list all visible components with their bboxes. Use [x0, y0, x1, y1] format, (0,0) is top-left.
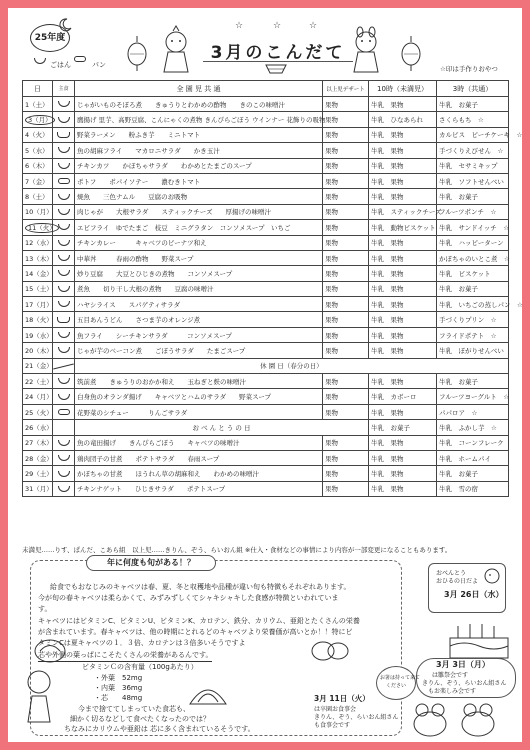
main-dish: 白身魚のオランダ揚げ キャベツとハムのサラダ 野菜スープ — [75, 389, 323, 404]
row-date-label: 25（火） — [25, 408, 53, 417]
dessert: 果物 — [323, 312, 369, 327]
table-header-row — [23, 81, 509, 97]
snack-10: 牛乳 果物 — [369, 143, 437, 158]
main-dish: チキンカレー キャベツのピーナツ和え — [75, 235, 323, 250]
row-date-label: 15（土） — [25, 285, 53, 294]
table-row — [23, 266, 509, 281]
staple-cell — [53, 374, 75, 389]
row-date — [23, 404, 53, 419]
table-row — [23, 404, 509, 419]
year-badge: 25年度 — [30, 24, 70, 52]
row-date — [23, 112, 53, 127]
snack-3: フライドポテト ☆ — [437, 327, 509, 342]
snack-10: 牛乳 果物 — [369, 327, 437, 342]
lantern-left-icon — [126, 36, 148, 72]
rice-bowl-icon — [58, 301, 70, 307]
snack-10: 牛乳 お菓子 — [369, 420, 437, 435]
girl-icon — [22, 668, 56, 724]
rice-bowl-icon — [58, 163, 70, 169]
row-date-label: 14（金） — [25, 269, 53, 278]
staple-cell — [53, 435, 75, 450]
row-date — [23, 435, 53, 450]
main-dish: 炒り豆腐 大豆とひじきの煮物 コンソメスープ — [75, 266, 323, 281]
rice-bowl-icon — [34, 58, 46, 64]
table-row — [23, 374, 509, 389]
table-row — [23, 281, 509, 296]
snack-10: 牛乳 スティックチーズ — [369, 204, 437, 219]
dessert: 果物 — [323, 189, 369, 204]
lantern-right-icon — [400, 36, 422, 72]
dessert: 果物 — [323, 173, 369, 188]
row-date-label: 27（木） — [25, 439, 53, 448]
cabbage-cut-icon — [188, 676, 228, 706]
column-text: ビタミンＣの含有量（100gあたり） — [82, 663, 198, 671]
bento-day-note1: おべんとう — [436, 570, 467, 577]
staple-cell — [53, 450, 75, 465]
stars-icon — [233, 16, 323, 32]
column-text: 細かく切るなどして食べたくなったのでは？ — [70, 715, 210, 723]
snack-3: 牛乳 お菓子 — [437, 374, 509, 389]
bento-day-note2: おひるの日だよ — [436, 578, 479, 585]
column-text: す。 — [38, 605, 52, 613]
rice-bowl-icon — [58, 224, 70, 230]
column-text: 今が旬の春キャベツは柔らかくて、みずみずしくてシャキシャキした食感が特徴といわれていま — [38, 594, 339, 602]
table-row — [23, 250, 509, 265]
row-date-label: 10（月） — [25, 208, 53, 217]
table-row — [23, 173, 509, 188]
row-date — [23, 343, 53, 358]
staple-cell — [53, 389, 75, 404]
snack-3: 牛乳 お菓子 — [437, 97, 509, 112]
snack-3: 牛乳 ハッピーターン — [437, 235, 509, 250]
bread-bowl-icon — [58, 178, 70, 184]
staple-cell — [53, 143, 75, 158]
noodle-bowl-icon — [57, 132, 70, 138]
dessert: 果物 — [323, 143, 369, 158]
row-date — [23, 389, 53, 404]
bread-icon — [74, 56, 86, 62]
table-row — [23, 343, 509, 358]
rice-bowl-icon — [58, 117, 70, 123]
main-dish: 五目あんうどん さつま芋のオレンジ煮 — [75, 312, 323, 327]
row-date-label: 29（土） — [25, 470, 53, 479]
rice-bowl-icon — [58, 194, 70, 200]
table-row — [23, 312, 509, 327]
snack-3: 牛乳 お菓子 — [437, 466, 509, 481]
main-dish: 魚の竜田揚げ きんぴらごぼう キャベツの味噌汁 — [75, 435, 323, 450]
rice-bowl-icon — [58, 147, 70, 153]
rice-bowl-icon — [58, 255, 70, 261]
row-date-label: 21（金） — [25, 362, 53, 371]
row-date-label: 3（月） — [25, 115, 55, 125]
row-date — [23, 358, 53, 373]
column-text: タミンCは夏キャベツの１．３倍、カロテンは３倍多いそうですよ — [38, 639, 246, 647]
snack-3: 牛乳 サンドイッチ ☆ — [437, 220, 509, 235]
column-title: 年に何度も旬がある！？ — [86, 555, 216, 571]
staple-cell — [53, 127, 75, 142]
send-off-date: 3月 11日（火） — [314, 694, 370, 703]
row-date — [23, 143, 53, 158]
send-off-line1: は卒園お食事会 — [314, 706, 357, 713]
dessert: 果物 — [323, 204, 369, 219]
rice-bowl-icon — [58, 378, 70, 384]
main-dish: 中華丼 春雨の酢物 野菜スープ — [75, 250, 323, 265]
bento-day-date: 3月 26日（水） — [444, 590, 504, 599]
snack-3: 牛乳 ぼがりせんべい — [437, 343, 509, 358]
svg-text:☆: ☆ — [235, 21, 244, 31]
hina-doll-male-icon — [158, 28, 194, 74]
send-off-line2: きりん、ぞう、らいおん組さん — [314, 714, 399, 721]
dessert: 果物 — [323, 235, 369, 250]
staple-cell — [53, 420, 75, 435]
row-date-label: 6（木） — [25, 162, 49, 171]
snack-3: フルーツヨーグルト ☆ — [437, 389, 509, 404]
main-dish: エビフライ ゆでたまご 枝豆 ミニグラタン コンソメスープ いちご — [75, 220, 323, 235]
column-text: ちなみにカリウムや亜鉛は 芯に多く含まれているそうです。 — [64, 725, 255, 733]
staple-cell — [53, 112, 75, 127]
col-staple: 主食 — [53, 81, 75, 97]
main-dish: 魚の胡麻フライ マカロニサラダ かき玉汁 — [75, 143, 323, 158]
snack-3: 牛乳 ソフトせんべい — [437, 173, 509, 188]
row-date — [23, 235, 53, 250]
snack-3: 牛乳 セサミキップ — [437, 158, 509, 173]
row-date — [23, 450, 53, 465]
column-text: が含まれています。春キャベツは、他の時期にとれるどのキャベツより栄養価が高いとか！！特にビ — [38, 628, 353, 636]
table-row — [23, 420, 509, 435]
main-dish: チキンナゲット ひじきサラダ ポテトスープ — [75, 481, 323, 496]
main-dish: じゃがいものそぼろ煮 きゅうりとわかめの酢物 きのこの味噌汁 — [75, 97, 323, 112]
row-date — [23, 173, 53, 188]
dessert: 果物 — [323, 220, 369, 235]
row-date-label: 22（土） — [25, 377, 53, 386]
main-dish: 焼魚 三色ナムル 豆腐のお吸物 — [75, 189, 323, 204]
row-date — [23, 281, 53, 296]
snack-3: さくらもち ☆ — [437, 112, 509, 127]
col-dessert: 以上児デザート — [323, 81, 369, 97]
column-text: ・外葉 52mg — [94, 674, 143, 682]
snack-10: 牛乳 果物 — [369, 297, 437, 312]
dessert: 果物 — [323, 450, 369, 465]
rice-label: ごはん — [50, 61, 71, 69]
row-date — [23, 266, 53, 281]
col-snack10: 10時（未満児） — [369, 81, 437, 97]
moon-icon — [58, 18, 72, 32]
main-dish: 花野菜のシチュー りんごサラダ — [75, 404, 323, 419]
snack-10: 牛乳 カボーロ — [369, 389, 437, 404]
main-dish: 肉じゃが 大根サラダ スティックチーズ 厚揚げの味噌汁 — [75, 204, 323, 219]
hina-line1: は雛祭会です — [432, 672, 469, 679]
staple-cell — [53, 281, 75, 296]
rice-bowl-icon — [58, 240, 70, 246]
main-dish: 煮魚 切り干し大根の煮物 豆腐の味噌汁 — [75, 281, 323, 296]
dessert: 果物 — [323, 127, 369, 142]
row-date-label: 8（土） — [25, 193, 49, 202]
snack-3: 牛乳 お菓子 — [437, 281, 509, 296]
snack-10: 牛乳 果物 — [369, 250, 437, 265]
rice-bowl-icon — [58, 471, 70, 477]
table-row — [23, 143, 509, 158]
rice-bowl-icon — [58, 394, 70, 400]
row-date-label: 19（水） — [25, 331, 53, 340]
dessert: 果物 — [323, 481, 369, 496]
dessert: 果物 — [323, 343, 369, 358]
snack-10: 牛乳 果物 — [369, 312, 437, 327]
send-off-line3: も食事会です — [314, 722, 351, 729]
header — [8, 8, 522, 80]
chick-icon — [482, 566, 502, 584]
staple-cell — [53, 97, 75, 112]
row-date-label: 7（金） — [25, 177, 49, 186]
dessert: 果物 — [323, 266, 369, 281]
column-text: 給食でもおなじみのキャベツは春、夏、冬と収穫地や品種が違い旬も特徴もそれぞれあります。 — [50, 583, 351, 591]
rice-bowl-icon — [58, 101, 70, 107]
snack-3: 手づくりプリン ☆ — [437, 312, 509, 327]
table-row — [23, 220, 509, 235]
page-title: 3月のこんだて — [203, 38, 353, 62]
snack-3: かぼちゃのいとこ煮 ☆ — [437, 250, 509, 265]
row-date — [23, 312, 53, 327]
noodle-bowl-icon — [57, 317, 70, 323]
main-dish: じゃが芋のベーコン煮 ごぼうサラダ たまごスープ — [75, 343, 323, 358]
dessert: 果物 — [323, 389, 369, 404]
frog-icon — [410, 700, 450, 738]
column-text: キャベツにはビタミンC、ビタミンU、ビタミンK、カロテン、鉄分、カリウム、亜鉛とたくさんの栄養 — [38, 617, 360, 625]
column-text: 今まで捨ててしまっていた食芯も、 — [78, 705, 190, 713]
table-row — [23, 481, 509, 496]
rice-bowl-icon — [58, 270, 70, 276]
rice-bowl-icon — [58, 486, 70, 492]
snack-10: 牛乳 果物 — [369, 281, 437, 296]
table-row — [23, 158, 509, 173]
holiday-slash — [53, 358, 75, 373]
rice-bowl-icon — [58, 347, 70, 353]
column-text: ・内葉 36mg — [94, 684, 143, 692]
bread-label: パン — [92, 61, 106, 69]
dessert: 果物 — [323, 466, 369, 481]
dessert: 果物 — [323, 97, 369, 112]
staple-cell — [53, 404, 75, 419]
hina-line2: きりん、ぞう、らいおん組さん — [422, 680, 507, 687]
staple-cell — [53, 173, 75, 188]
main-dish: 魚フライ シーチキンサラダ コンソメスープ — [75, 327, 323, 342]
row-date — [23, 420, 53, 435]
snack-10: 牛乳 果物 — [369, 266, 437, 281]
main-dish: 鶏肉団子の甘煮 ポテトサラダ 春雨スープ — [75, 450, 323, 465]
snack-10: 牛乳 果物 — [369, 435, 437, 450]
snack-10: 牛乳 果物 — [369, 481, 437, 496]
row-date-label: 13（木） — [25, 254, 53, 263]
hina-date: 3月 3日（月） — [436, 660, 490, 669]
snack-3: カルピス ピーチケーキ ☆ — [437, 127, 509, 142]
table-row — [23, 189, 509, 204]
staple-cell — [53, 481, 75, 496]
main-dish: ハヤシライス スパゲティサラダ — [75, 297, 323, 312]
col-main: 全 園 児 共 通 — [75, 81, 323, 97]
snack-10: 牛乳 果物 — [369, 158, 437, 173]
main-dish: チキンカツ かぼちゃサラダ わかめとたまごのスープ — [75, 158, 323, 173]
table-row — [23, 450, 509, 465]
chopsticks-note1: お箸は持って来て — [380, 675, 421, 681]
row-date-label: 11（火） — [25, 223, 59, 233]
row-date — [23, 374, 53, 389]
menu-sheet — [8, 8, 522, 742]
row-date — [23, 204, 53, 219]
column-text: 芯や外側の葉っぱにこそたくさんの栄養があるんです。 — [38, 650, 212, 662]
staple-cell — [53, 204, 75, 219]
dessert: 果物 — [323, 158, 369, 173]
row-date — [23, 189, 53, 204]
snack-10: 牛乳 果物 — [369, 97, 437, 112]
main-dish: 鷹揚げ 里芋、高野豆腐、こんにゃくの煮物 きんぴらごぼう ウインナー 花飾りの吸物 — [75, 112, 323, 127]
row-date — [23, 466, 53, 481]
rice-bowl-icon — [58, 455, 70, 461]
dessert: 果物 — [323, 297, 369, 312]
table-row — [23, 127, 509, 142]
col-snack3: 3時（共通） — [437, 81, 509, 97]
row-date — [23, 127, 53, 142]
snack-3: 牛乳 ホームパイ — [437, 450, 509, 465]
cabbage-icon — [310, 636, 350, 664]
row-date-label: 20（木） — [25, 346, 53, 355]
snack-3: 牛乳 ビスケット — [437, 266, 509, 281]
cabbage-icon — [32, 636, 68, 664]
staple-cell — [53, 466, 75, 481]
main-dish: 筑前煮 きゅうりのおかか和え 玉ねぎと麩の味噌汁 — [75, 374, 323, 389]
snack-3: 牛乳 ふかし芋 ☆ — [437, 420, 509, 435]
menu-table — [22, 80, 523, 497]
staple-cell — [53, 235, 75, 250]
dessert: 果物 — [323, 435, 369, 450]
staple-cell — [53, 266, 75, 281]
snack-3: 牛乳 コーンフレーク — [437, 435, 509, 450]
row-date — [23, 220, 56, 235]
staple-cell — [53, 158, 75, 173]
chopsticks-note2: ください — [386, 683, 407, 689]
table-row — [23, 297, 509, 312]
staple-cell — [53, 343, 75, 358]
main-dish: かぼちゃの甘煮 ほうれん草の胡麻和え わかめの味噌汁 — [75, 466, 323, 481]
dessert: 果物 — [323, 374, 369, 389]
frog-icon — [458, 700, 498, 738]
snack-10: 牛乳 果物 — [369, 189, 437, 204]
dessert: 果物 — [323, 327, 369, 342]
row-date — [23, 97, 53, 112]
main-dish: 野菜ラーメン 粉ふき芋 ミニトマト — [75, 127, 323, 142]
hishi-mochi-icon — [264, 62, 288, 76]
rice-bowl-icon — [58, 286, 70, 292]
table-row — [23, 435, 509, 450]
column-text: ・芯 48mg — [94, 694, 143, 702]
main-dish: ポトフ ポパイソテー 濃むきトマト — [75, 173, 323, 188]
snack-10: 牛乳 果物 — [369, 404, 437, 419]
svg-text:☆: ☆ — [273, 21, 282, 31]
row-date-label: 12（水） — [25, 239, 53, 248]
snack-10: 牛乳 動物ビスケット — [369, 220, 437, 235]
staple-cell — [53, 297, 75, 312]
table-row — [23, 112, 509, 127]
table-row — [23, 327, 509, 342]
table-row — [23, 204, 509, 219]
dessert: 果物 — [323, 250, 369, 265]
snack-10: 牛乳 果物 — [369, 466, 437, 481]
rice-bowl-icon — [58, 440, 70, 446]
staple-cell — [53, 250, 75, 265]
rice-bowl-icon — [58, 209, 70, 215]
snack-10: 牛乳 果物 — [369, 343, 437, 358]
table-row — [23, 466, 509, 481]
row-date — [23, 250, 53, 265]
snack-10: 牛乳 果物 — [369, 450, 437, 465]
row-date — [23, 327, 53, 342]
hina-line3: もお楽しみ会です — [428, 688, 477, 695]
staple-cell — [53, 189, 75, 204]
row-date-label: 26（水） — [25, 423, 53, 432]
table-row — [23, 97, 509, 112]
dessert: 果物 — [323, 404, 369, 419]
staple-cell — [53, 312, 75, 327]
snack-3: 牛乳 雪の宿 — [437, 481, 509, 496]
dessert: 果物 — [323, 112, 369, 127]
hina-doll-female-icon — [348, 28, 384, 74]
row-date-label: 18（火） — [25, 316, 53, 325]
snack-3: 手づくりえびせん ☆ — [437, 143, 509, 158]
row-date-label: 28（金） — [25, 454, 53, 463]
snack-3: パパロア ☆ — [437, 404, 509, 419]
row-date-label: 17（月） — [25, 300, 53, 309]
row-date-label: 1（土） — [25, 100, 49, 109]
row-date-label: 5（水） — [25, 146, 49, 155]
main-dish: お べ ん と う の 日 — [75, 420, 369, 435]
bread-bowl-icon — [58, 409, 70, 415]
footnote: 未満児……りす、ぱんだ、こあら組 以上児……きりん、ぞう、らいおん組 ※仕入・食材などの事情により内容が一部変更になることもあります。 — [22, 546, 452, 554]
table-row — [23, 358, 509, 373]
row-date — [23, 481, 53, 496]
dessert: 果物 — [323, 281, 369, 296]
snack-3: フルーツポンチ ☆ — [437, 204, 509, 219]
svg-text:☆: ☆ — [309, 21, 318, 31]
snack-10: 牛乳 果物 — [369, 235, 437, 250]
snack-10: 牛乳 果物 — [369, 374, 437, 389]
row-date-label: 4（火） — [25, 131, 49, 140]
snack-10: 牛乳 果物 — [369, 127, 437, 142]
row-date — [23, 297, 53, 312]
row-date — [23, 158, 53, 173]
row-date-label: 31（月） — [25, 485, 53, 494]
staple-cell — [53, 327, 75, 342]
snack-10: 牛乳 果物 — [369, 173, 437, 188]
rice-bowl-icon — [58, 332, 70, 338]
table-row — [23, 235, 509, 250]
row-date-label: 24（月） — [25, 393, 53, 402]
snack-3: 牛乳 いちごの蒸しパン ☆ — [437, 297, 509, 312]
snack-3: 牛乳 お菓子 — [437, 189, 509, 204]
holiday-label: 休 園 日（春分の日） — [75, 358, 509, 373]
table-row — [23, 389, 509, 404]
homemade-snack-note: ☆印は手作りおやつ — [440, 65, 498, 73]
col-date: 日 — [23, 81, 53, 97]
snack-10: 牛乳 ひなあられ — [369, 112, 437, 127]
cake-icon — [444, 620, 514, 660]
